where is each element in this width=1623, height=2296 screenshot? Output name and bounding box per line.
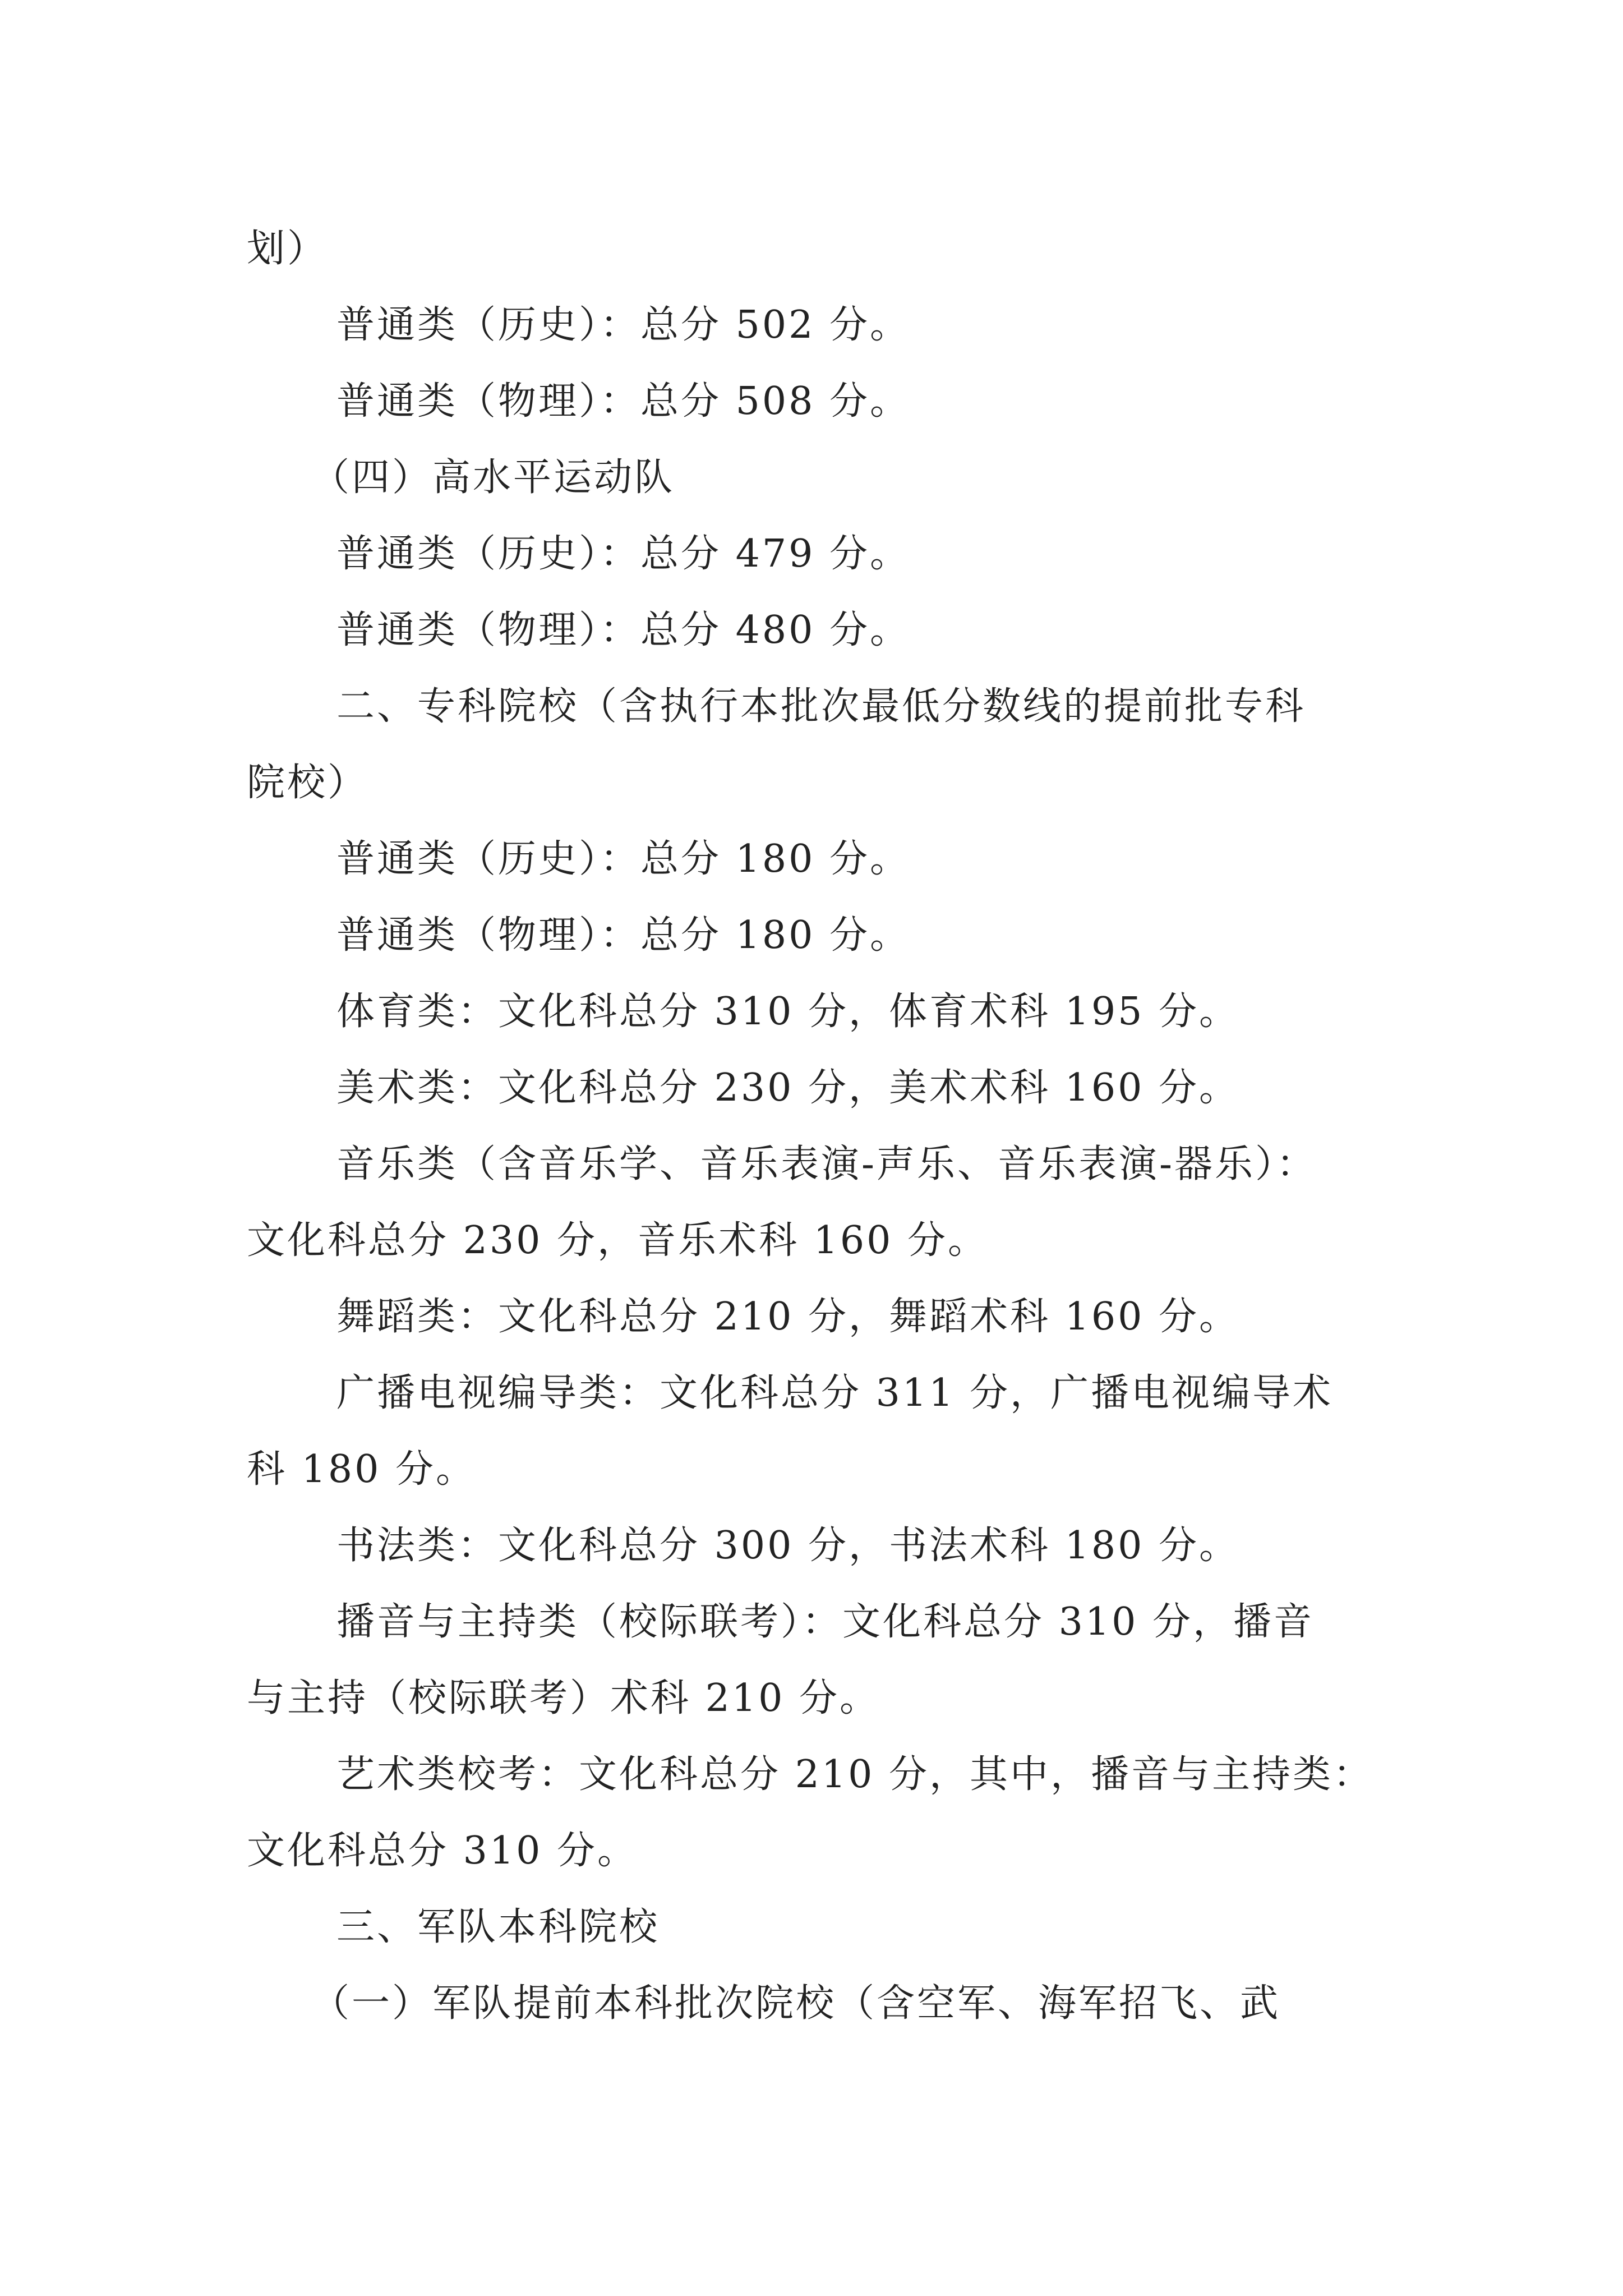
text-line: 院校） [247, 761, 368, 805]
text-line: 舞蹈类：文化科总分 210 分，舞蹈术科 160 分。 [336, 1295, 1240, 1339]
text-line: 播音与主持类（校际联考）：文化科总分 310 分，播音 [336, 1600, 1315, 1644]
text-line: 普通类（历史）：总分 502 分。 [336, 303, 911, 347]
text-line: 美术类：文化科总分 230 分，美术术科 160 分。 [336, 1066, 1240, 1110]
text-line: 文化科总分 230 分，音乐术科 160 分。 [247, 1218, 989, 1263]
text-line: 普通类（物理）：总分 180 分。 [336, 913, 911, 958]
text-line: 普通类（物理）：总分 480 分。 [336, 608, 911, 652]
text-line: 体育类：文化科总分 310 分，体育术科 195 分。 [336, 990, 1240, 1034]
text-line: 普通类（物理）：总分 508 分。 [336, 379, 911, 424]
document-body [247, 211, 1402, 2042]
text-line: 书法类：文化科总分 300 分，书法术科 180 分。 [336, 1524, 1240, 1568]
section-heading: （四）高水平运动队 [311, 455, 675, 500]
text-line: 科 180 分。 [247, 1447, 477, 1492]
text-line: 艺术类校考：文化科总分 210 分，其中，播音与主持类： [336, 1752, 1374, 1797]
text-line: 音乐类（含音乐学、音乐表演-声乐、音乐表演-器乐）： [336, 1142, 1317, 1186]
text-line: 普通类（历史）：总分 180 分。 [336, 837, 911, 881]
text-line: 普通类（历史）：总分 479 分。 [336, 532, 911, 576]
section-heading: 三、军队本科院校 [336, 1905, 660, 1949]
text-line: 划） [247, 227, 328, 271]
text-line: 与主持（校际联考）术科 210 分。 [247, 1676, 880, 1720]
section-heading: （一）军队提前本科批次院校（含空军、海军招飞、武 [311, 1981, 1281, 2026]
text-line: 文化科总分 310 分。 [247, 1829, 638, 1873]
text-line: 广播电视编导类：文化科总分 311 分，广播电视编导术 [336, 1371, 1334, 1415]
section-heading: 二、专科院校（含执行本批次最低分数线的提前批专科 [336, 684, 1306, 729]
